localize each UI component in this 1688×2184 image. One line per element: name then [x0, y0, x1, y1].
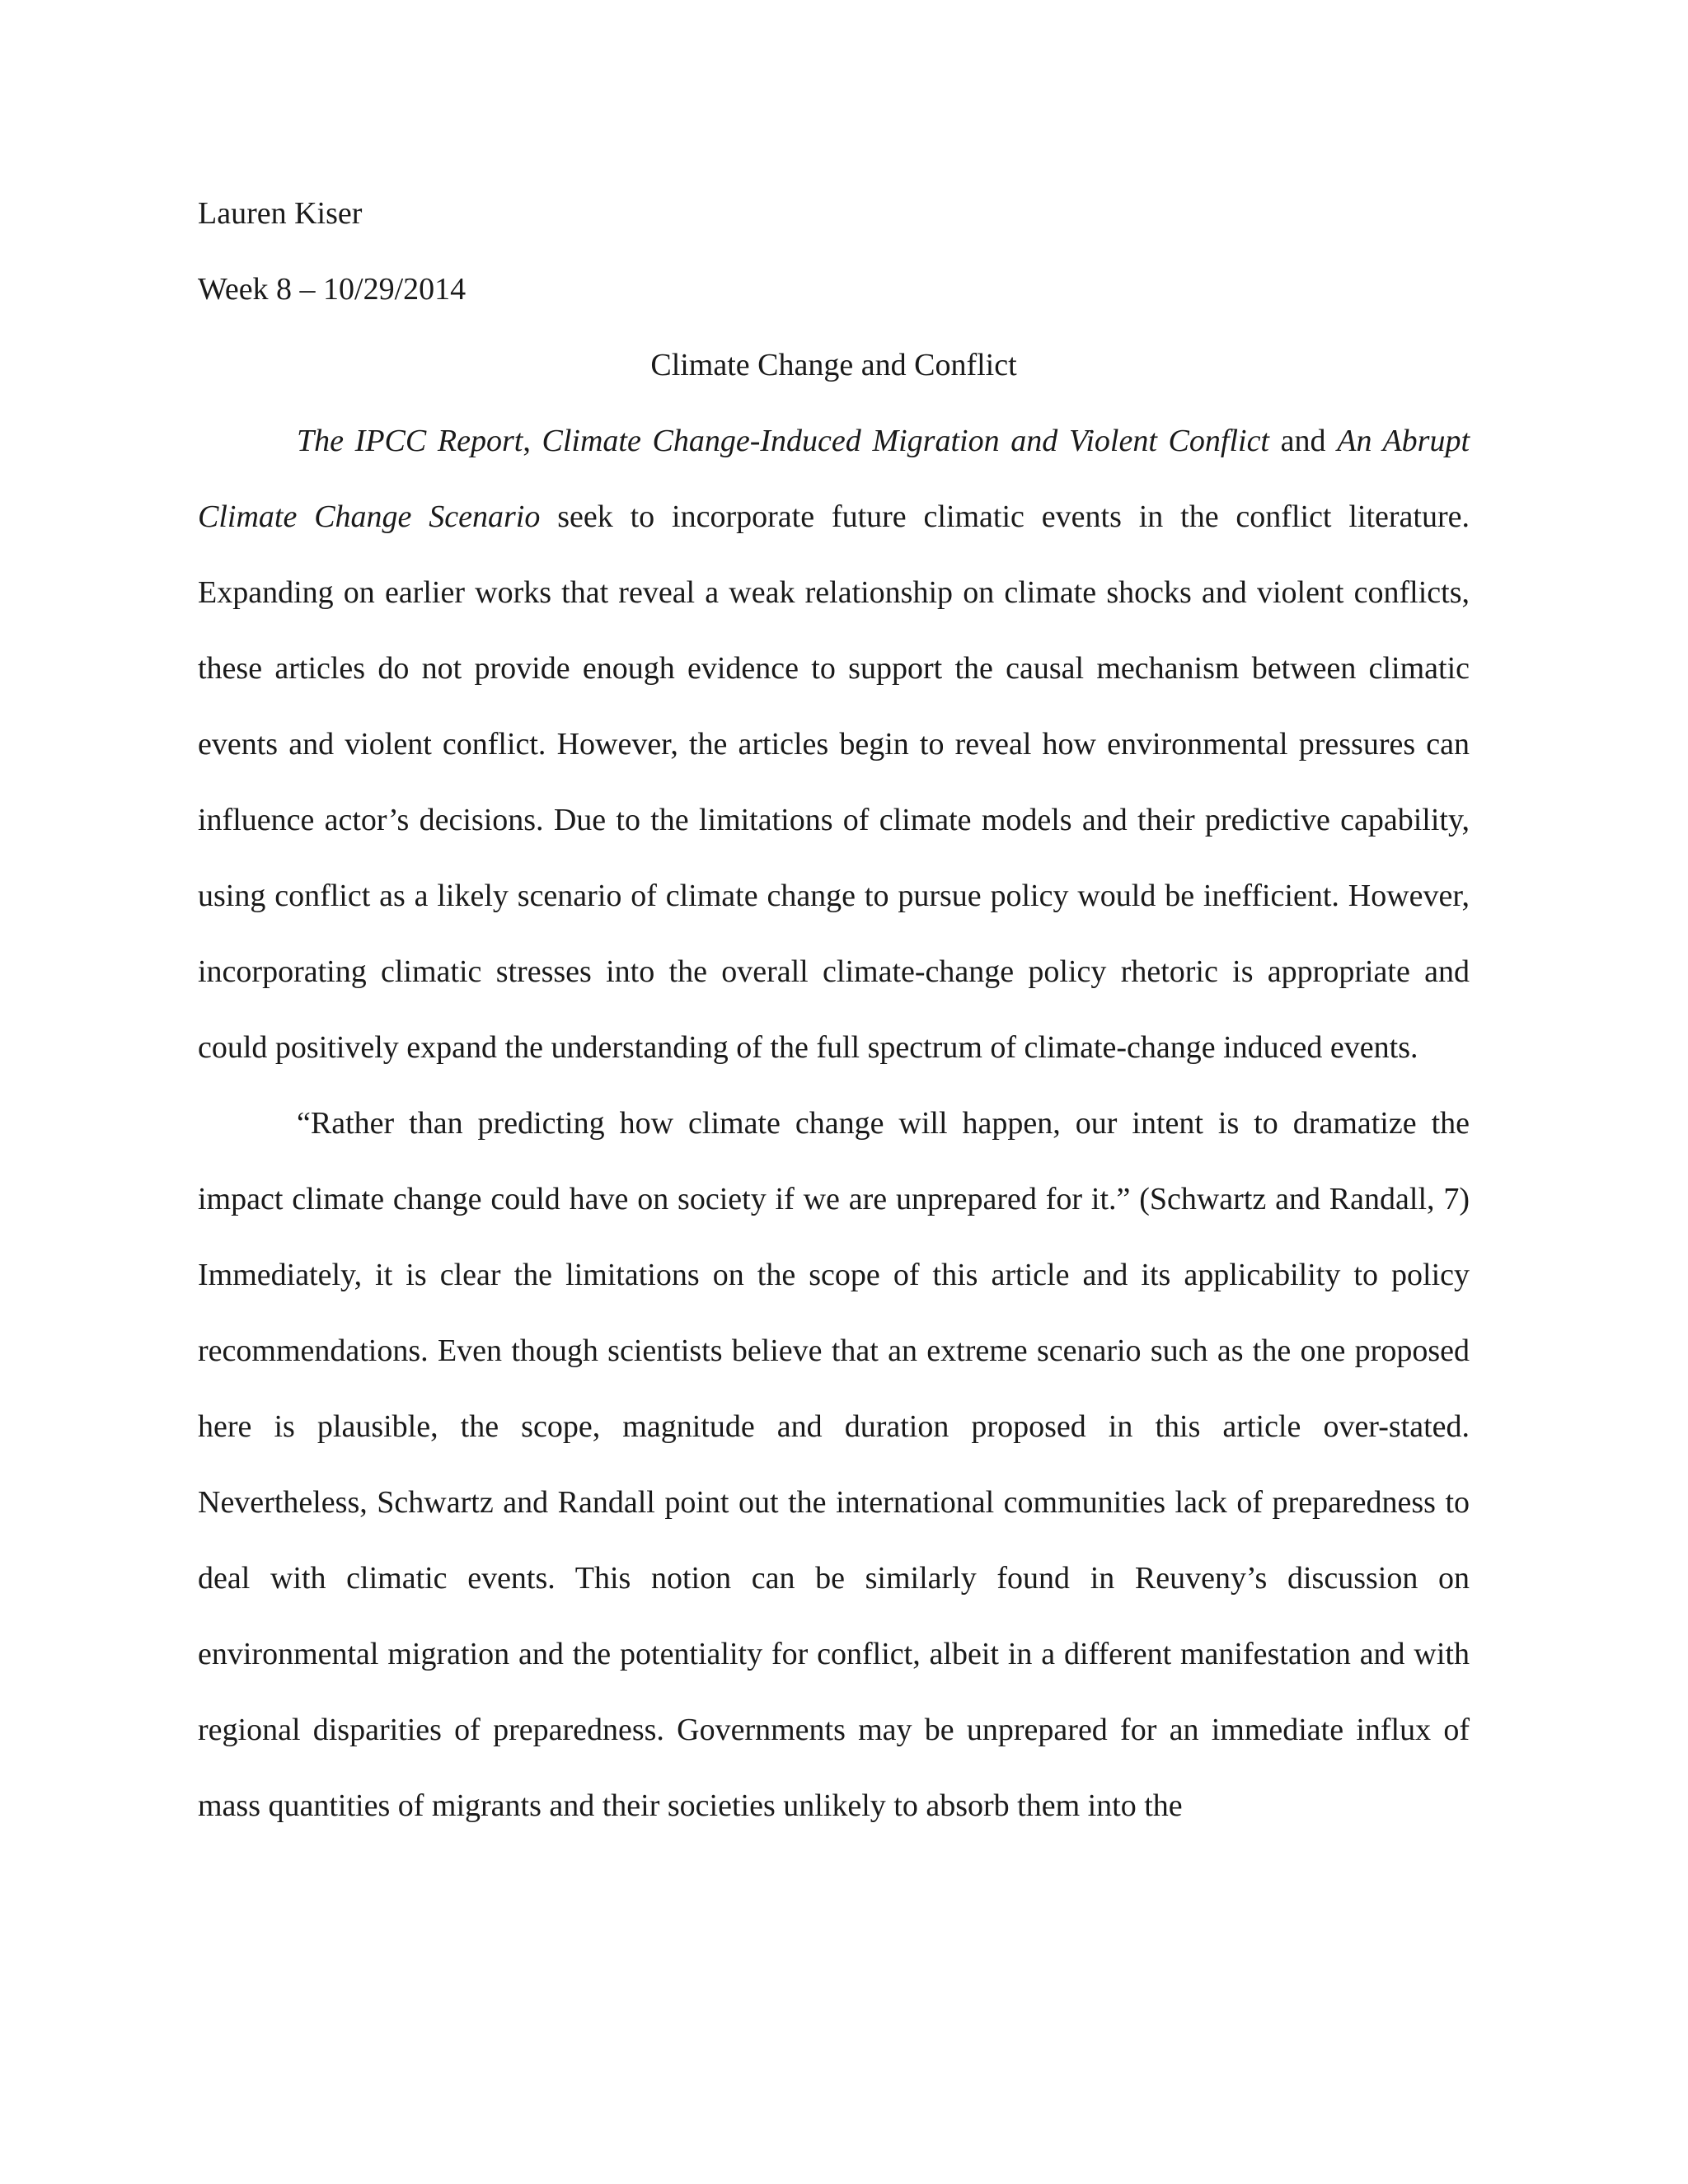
work-title-ipcc: The IPCC Report [297, 424, 523, 458]
week-date: Week 8 – 10/29/2014 [198, 272, 467, 307]
author-name: Lauren Kiser [198, 196, 363, 231]
paragraph-1 [198, 403, 1470, 1085]
paragraph-1-text: seek to incorporate future climatic events in the conflict literature. Expanding on earlier works that reveal a weak relationship on climate shocks and violent conflicts, these articles do not provide enough evidence to support the causal mechanism between climatic events and violent conflict. However, the articles begin to reveal how environmental pressures can influence actor’s decisions. Due to the limitations of climate models and their predictive capability, using conflict as a likely scenario of climate change to pursue policy would be inefficient. However, incorporating climatic stresses into the overall climate-change policy rhetoric is appropriate and could positively expand the understanding of the full spectrum of climate-change induced events. [198, 499, 1470, 1065]
work-title-migration: Climate Change-Induced Migration and Violent Conflict [542, 424, 1269, 458]
document-body [198, 176, 1470, 1844]
separator: , [523, 424, 542, 458]
separator: and [1269, 424, 1338, 458]
document-title: Climate Change and Conflict [650, 348, 1017, 382]
paragraph-2: “Rather than predicting how climate change will happen, our intent is to dramatize the impact climate change could have on society if we are unprepared for it.” (Schwartz and Randall, 7) Immediately, it is clear the limitations on the scope of this article and its applicability to policy recommendations. Even though scientists believe that an extreme scenario such as the one proposed here is plausible, the scope, magnitude and duration proposed in this article over-stated. Nevertheless, Schwartz and Randall point out the international communities lack of preparedness to deal with climatic events. This notion can be similarly found in Reuveny’s discussion on environmental migration and the potentiality for conflict, albeit in a different manifestation and with regional disparities of preparedness. Governments may be unprepared for an immediate influx of mass quantities of migrants and their societies unlikely to absorb them into the [198, 1106, 1470, 1823]
work-title-abrupt: An Abrupt Climate Change Scenario [198, 424, 1470, 534]
